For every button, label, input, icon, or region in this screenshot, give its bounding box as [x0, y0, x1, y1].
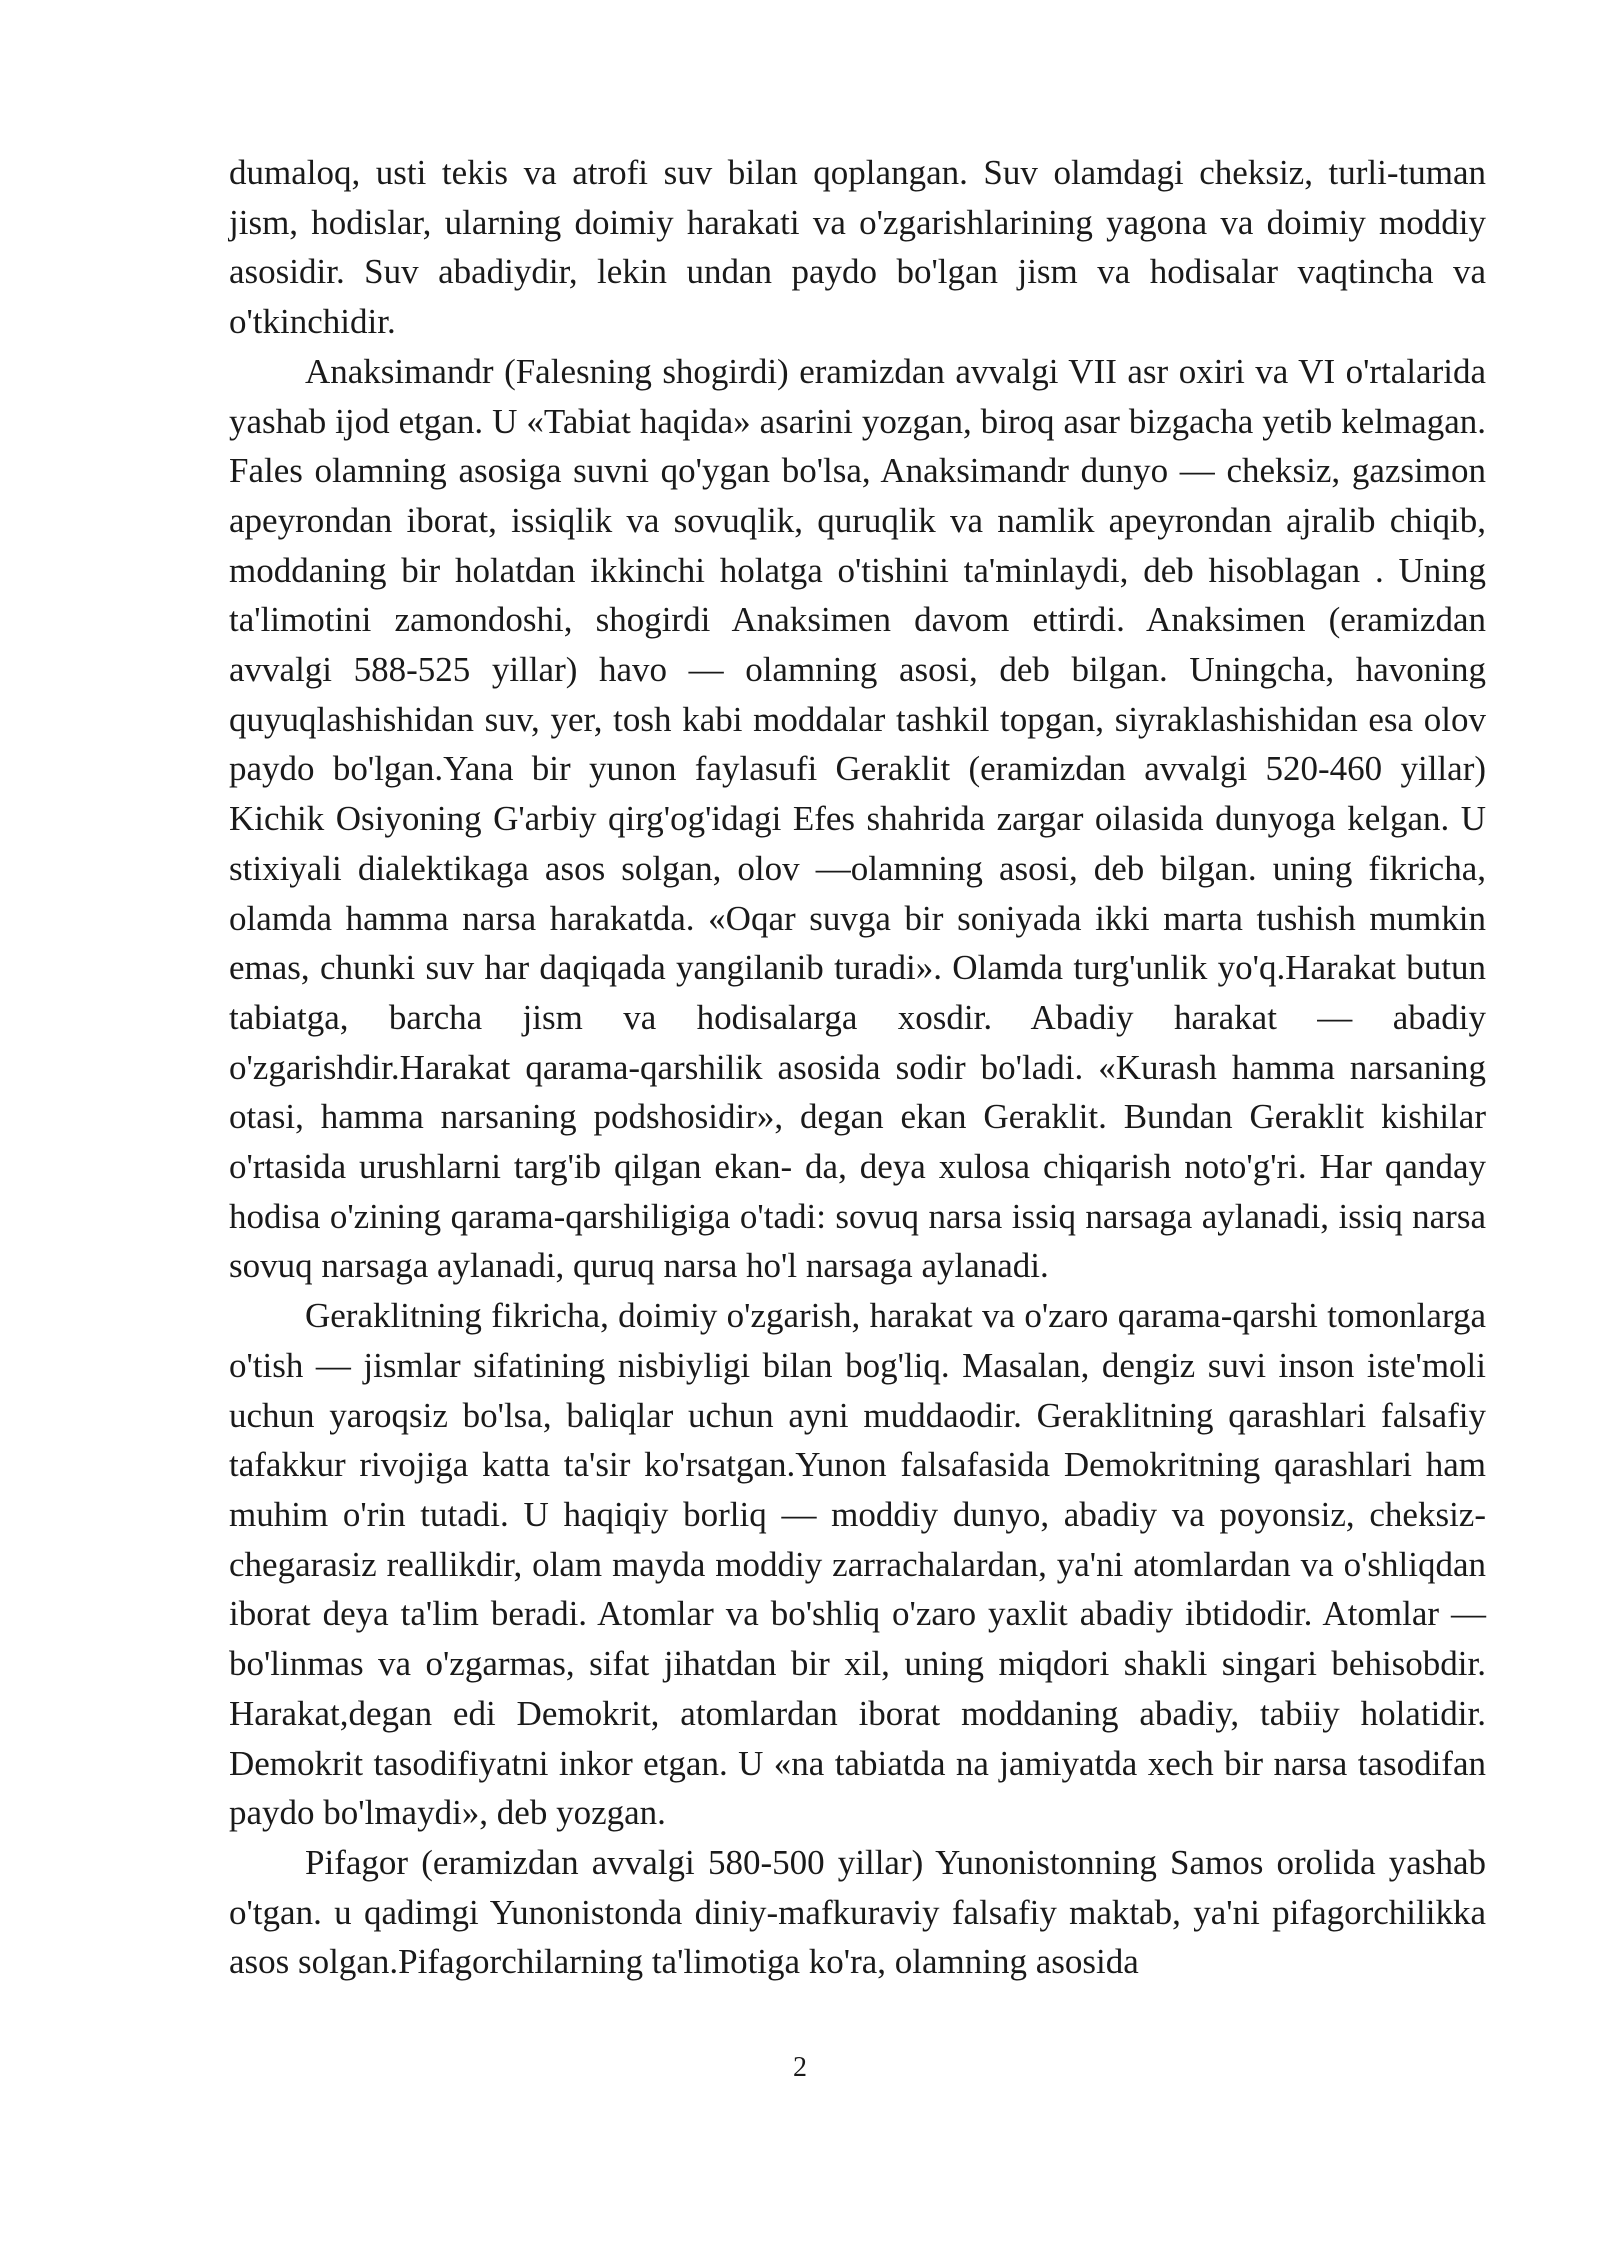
paragraph-1: dumaloq, usti tekis va atrofi suv bilan qoplangan. Suv olamdagi cheksiz, turli-tuman jism, hodislar, ularning doimiy harakati va o'zgarishlarining yagona va doimiy moddiy asosidir. Suv abadiydir, lekin undan paydo bo'lgan jism va hodisalar vaqtincha va o'tkinchidir.	[229, 153, 1486, 342]
paragraph-3: Geraklitning fikricha, doimiy o'zgarish, harakat va o'zaro qarama-qarshi tomonlarga o'tish — jismlar sifatining nisbiyligi bilan bog'liq. Masalan, dengiz suvi inson iste'moli uchun yaroqsiz bo'lsa, baliqlar uchun ayni muddaodir. Geraklitning qarashlari falsafiy tafakkur rivojiga katta ta'sir ko'rsatgan.Yunon falsafasida Demokritning qarashlari ham muhim o'rin tutadi. U haqiqiy borliq — moddiy dunyo, abadiy va poyonsiz, cheksiz-chegarasiz reallikdir, olam mayda moddiy zarrachalardan, ya'ni atomlardan va o'shliqdan iborat deya ta'lim beradi. Atomlar va bo'shliq o'zaro yaxlit abadiy ibtidodir. Atomlar —bo'linmas va o'zgarmas, sifat jihatdan bir xil, uning miqdori shakli singari behisobdir. Harakat,degan edi Demokrit, atomlardan iborat moddaning abadiy, tabiiy holatidir. Demokrit tasodifiyatni inkor etgan. U «na tabiatda na jamiyatda xech bir narsa tasodifan paydo bo'lmaydi», deb yozgan.	[229, 1296, 1486, 1833]
page-number: 2	[793, 2052, 807, 2083]
paragraph-2: Anaksimandr (Falesning shogirdi) eramizdan avvalgi VII asr oxiri va VI o'rtalarida yashab ijod etgan. U «Tabiat haqida» asarini yozgan, biroq asar bizgacha yetib kelmagan. Fales olamning asosiga suvni qo'ygan bo'lsa, Anaksimandr dunyo — cheksiz, gazsimon apeyrondan iborat, issiqlik va sovuqlik, quruqlik va namlik apeyrondan ajralib chiqib, moddaning bir holatdan ikkinchi holatga o'tishini ta'minlaydi, deb hisoblagan . Uning ta'limotini zamondoshi, shogirdi Anaksimen davom ettirdi. Anaksimen (eramizdan avvalgi 588-525 yillar) havo — olamning asosi, deb bilgan. Uningcha, havoning quyuqlashishidan suv, yer, tosh kabi moddalar tashkil topgan, siyraklashishidan esa olov paydo bo'lgan.Yana bir yunon faylasufi Geraklit (eramizdan avvalgi 520-460 yillar) Kichik Osiyoning G'arbiy qirg'og'idagi Efes shahrida zargar oilasida dunyoga kelgan. U stixiyali dialektikaga asos solgan, olov —olamning asosi, deb bilgan. uning fikricha, olamda hamma narsa harakatda. «Oqar suvga bir soniyada ikki marta tushish mumkin emas, chunki suv har daqiqada yangilanib turadi». Olamda turg'unlik yo'q.Harakat butun tabiatga, barcha jism va hodisalarga xosdir. Abadiy harakat — abadiy o'zgarishdir.Harakat qarama-qarshilik asosida sodir bo'ladi. «Kurash hamma narsaning otasi, hamma narsaning podshosidir», degan ekan Geraklit. Bundan Geraklit kishilar o'rtasida urushlarni targ'ib qilgan ekan- da, deya xulosa chiqarish noto'g'ri. Har qanday hodisa o'zining qarama-qarshiligiga o'tadi: sovuq narsa issiq narsaga aylanadi, issiq narsa sovuq narsaga aylanadi, quruq narsa ho'l narsaga aylanadi.	[229, 351, 1486, 1286]
body-text	[229, 148, 1486, 1987]
paragraph-4: Pifagor (eramizdan avvalgi 580-500 yillar) Yunonistonning Samos orolida yashab o'tgan. u qadimgi Yunonistonda diniy-mafkuraviy falsafiy maktab, ya'ni pifagorchilikka asos solgan.Pifagorchilarning ta'limotiga ko'ra, olamning asosida	[229, 1842, 1486, 1982]
